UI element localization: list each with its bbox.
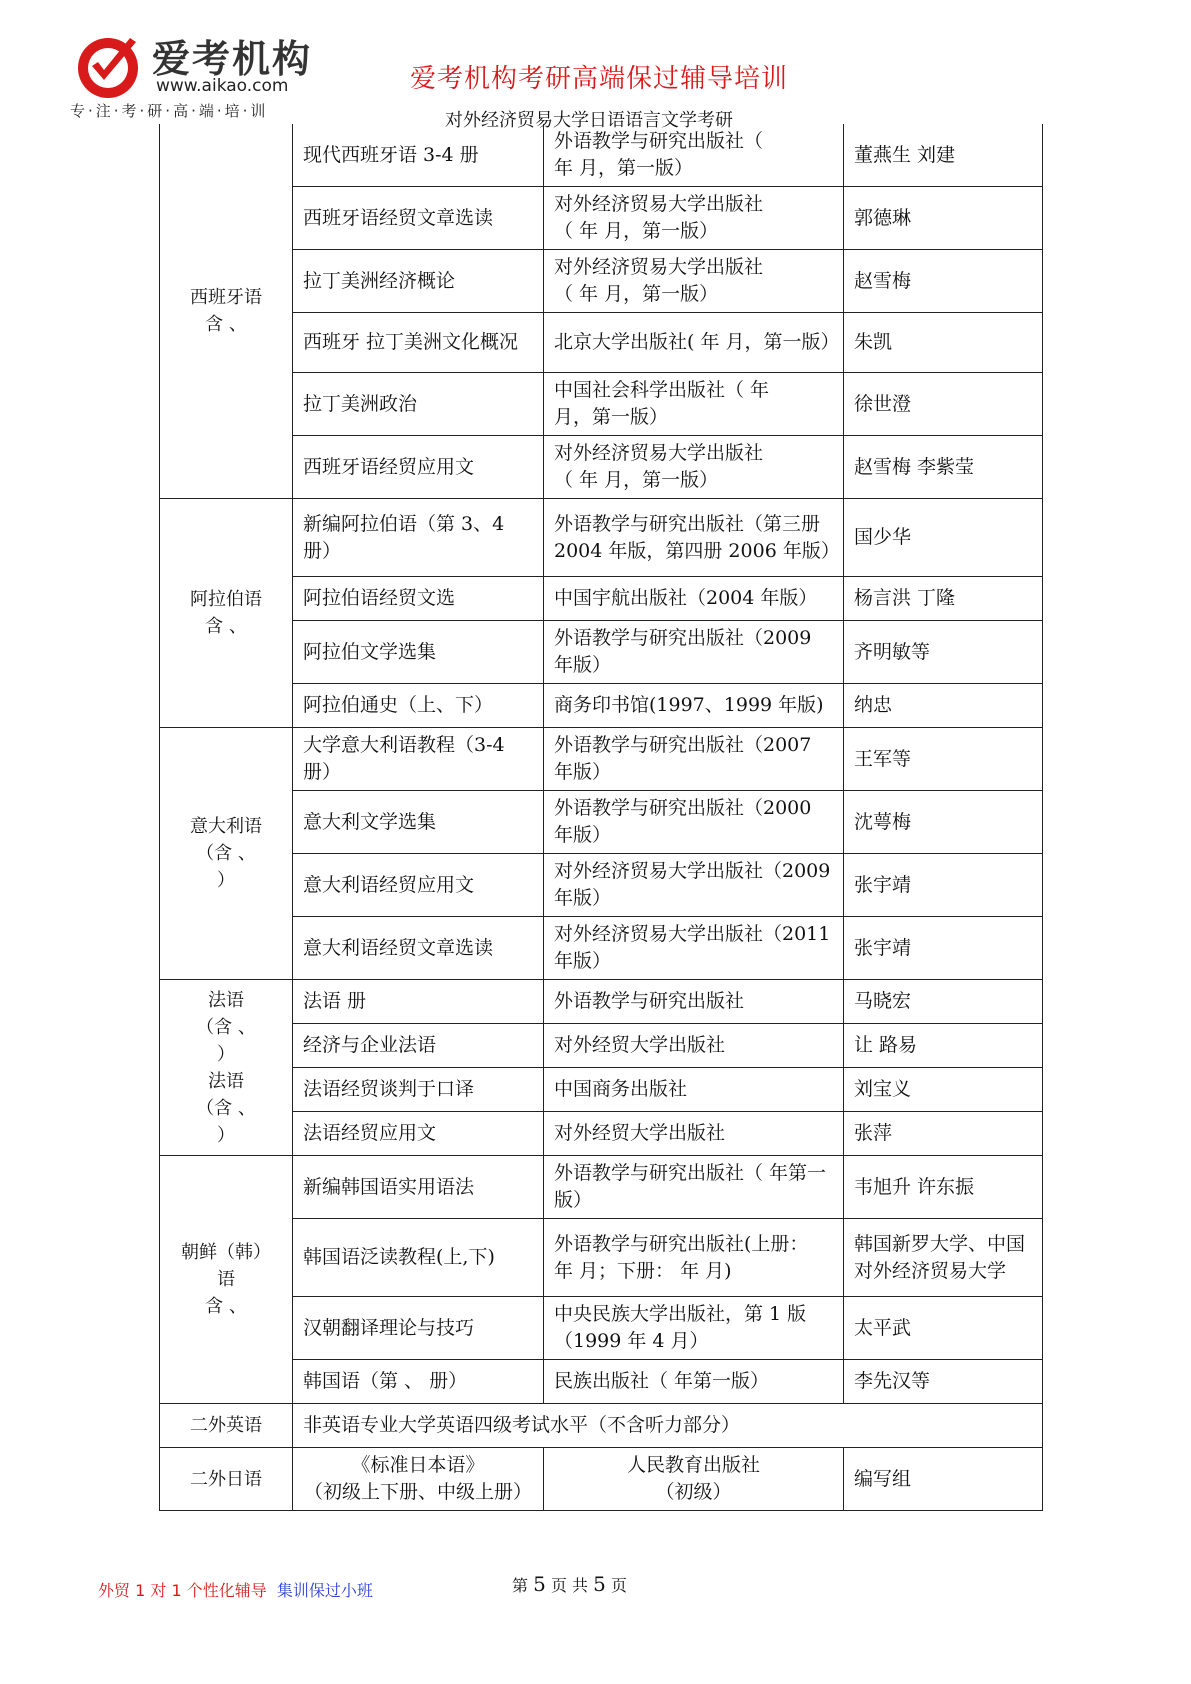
publisher-cell: 外语教学与研究出版社(上册： 年 月；下册： 年 月) bbox=[544, 1219, 844, 1297]
author-cell: 韩国新罗大学、中国对外经济贸易大学 bbox=[844, 1219, 1043, 1297]
table-row bbox=[160, 1360, 1043, 1404]
book-title-cell: 阿拉伯文学选集 bbox=[293, 621, 544, 684]
book-title-cell: 意大利语经贸应用文 bbox=[293, 854, 544, 917]
table-row bbox=[160, 1024, 1043, 1068]
author-cell: 张萍 bbox=[844, 1112, 1043, 1156]
table-row bbox=[160, 980, 1043, 1024]
author-cell: 齐明敏等 bbox=[844, 621, 1043, 684]
publisher-cell: 中国商务出版社 bbox=[544, 1068, 844, 1112]
table-row bbox=[160, 250, 1043, 313]
table-row bbox=[160, 187, 1043, 250]
publisher-cell: 人民教育出版社 （初级） bbox=[544, 1448, 844, 1511]
publisher-cell: 北京大学出版社( 年 月，第一版） bbox=[544, 313, 844, 373]
publisher-cell: 对外经济贸易大学出版社 （ 年 月，第一版） bbox=[544, 250, 844, 313]
category-cell: 二外日语 bbox=[160, 1448, 293, 1511]
book-title-cell: 意大利语经贸文章选读 bbox=[293, 917, 544, 980]
table-row bbox=[160, 917, 1043, 980]
footer-promo-blue: 集训保过小班 bbox=[276, 1581, 373, 1600]
author-cell: 张宇靖 bbox=[844, 917, 1043, 980]
author-cell: 董燕生 刘建 bbox=[844, 124, 1043, 187]
publisher-cell: 对外经贸大学出版社 bbox=[544, 1112, 844, 1156]
author-cell: 韦旭升 许东振 bbox=[844, 1156, 1043, 1219]
book-title-cell: 拉丁美洲经济概论 bbox=[293, 250, 544, 313]
table-row bbox=[160, 791, 1043, 854]
author-cell: 赵雪梅 bbox=[844, 250, 1043, 313]
book-title-cell: 法语经贸谈判于口译 bbox=[293, 1068, 544, 1112]
page-title: 爱考机构考研高端保过辅导培训 bbox=[410, 64, 789, 94]
book-title-cell: 韩国语（第 、 册） bbox=[293, 1360, 544, 1404]
book-list-table bbox=[159, 124, 1043, 1511]
category-cell: 阿拉伯语 含 、 bbox=[160, 499, 293, 728]
publisher-cell: 中国社会科学出版社（ 年 月，第一版） bbox=[544, 373, 844, 436]
category-cell: 朝鲜（韩） 语 含 、 bbox=[160, 1156, 293, 1404]
table-row bbox=[160, 1219, 1043, 1297]
table-row bbox=[160, 621, 1043, 684]
author-cell: 李先汉等 bbox=[844, 1360, 1043, 1404]
book-title-cell: 新编阿拉伯语（第 3、4 册） bbox=[293, 499, 544, 577]
table-row bbox=[160, 124, 1043, 187]
book-title-cell: 新编韩国语实用语法 bbox=[293, 1156, 544, 1219]
book-title-cell: 西班牙语经贸应用文 bbox=[293, 436, 544, 499]
author-cell: 王军等 bbox=[844, 728, 1043, 791]
table-row bbox=[160, 1404, 1043, 1448]
table-row bbox=[160, 854, 1043, 917]
book-title-cell: 法语经贸应用文 bbox=[293, 1112, 544, 1156]
author-cell: 让 路易 bbox=[844, 1024, 1043, 1068]
publisher-cell: 商务印书馆(1997、1999 年版) bbox=[544, 684, 844, 728]
book-title-cell: 意大利文学选集 bbox=[293, 791, 544, 854]
book-title-cell: 韩国语泛读教程(上,下) bbox=[293, 1219, 544, 1297]
footer-promo-red: 外贸 1 对 1 个性化辅导 bbox=[98, 1581, 267, 1600]
requirement-cell: 非英语专业大学英语四级考试水平（不含听力部分） bbox=[293, 1404, 1043, 1448]
publisher-cell: 外语教学与研究出版社（2009 年版） bbox=[544, 621, 844, 684]
book-title-cell: 西班牙 拉丁美洲文化概况 bbox=[293, 313, 544, 373]
author-cell: 太平武 bbox=[844, 1297, 1043, 1360]
table-row bbox=[160, 577, 1043, 621]
table-row bbox=[160, 373, 1043, 436]
book-title-cell: 经济与企业法语 bbox=[293, 1024, 544, 1068]
publisher-cell: 外语教学与研究出版社 bbox=[544, 980, 844, 1024]
author-cell: 编写组 bbox=[844, 1448, 1043, 1511]
logo-check-icon bbox=[70, 30, 150, 102]
book-title-cell: 大学意大利语教程（3-4 册） bbox=[293, 728, 544, 791]
table-row bbox=[160, 1112, 1043, 1156]
book-title-cell: 拉丁美洲政治 bbox=[293, 373, 544, 436]
book-title-cell: 西班牙语经贸文章选读 bbox=[293, 187, 544, 250]
table-row bbox=[160, 1448, 1043, 1511]
publisher-cell: 对外经贸大学出版社 bbox=[544, 1024, 844, 1068]
footer-promo bbox=[98, 1578, 373, 1601]
publisher-cell: 中央民族大学出版社，第 1 版（1999 年 4 月） bbox=[544, 1297, 844, 1360]
author-cell: 张宇靖 bbox=[844, 854, 1043, 917]
book-title-cell: 阿拉伯语经贸文选 bbox=[293, 577, 544, 621]
table-row bbox=[160, 684, 1043, 728]
publisher-cell: 对外经济贸易大学出版社（2011 年版） bbox=[544, 917, 844, 980]
author-cell: 朱凯 bbox=[844, 313, 1043, 373]
book-title-cell: 阿拉伯通史（上、下） bbox=[293, 684, 544, 728]
table-row bbox=[160, 728, 1043, 791]
author-cell: 刘宝义 bbox=[844, 1068, 1043, 1112]
publisher-cell: 外语教学与研究出版社（2007 年版） bbox=[544, 728, 844, 791]
brand-name: 爱考机构 bbox=[152, 37, 313, 81]
book-title-cell: 汉朝翻译理论与技巧 bbox=[293, 1297, 544, 1360]
brand-slogan: 专·注·考·研·高·端·培·训 bbox=[70, 102, 269, 120]
page-number: 第 5 页 共 5 页 bbox=[512, 1572, 627, 1596]
category-cell: 西班牙语 含 、 bbox=[160, 124, 293, 499]
table-row bbox=[160, 313, 1043, 373]
author-cell: 郭德琳 bbox=[844, 187, 1043, 250]
logo bbox=[70, 28, 330, 123]
category-cell: 二外英语 bbox=[160, 1404, 293, 1448]
publisher-cell: 外语教学与研究出版社（ 年第一版） bbox=[544, 1156, 844, 1219]
publisher-cell: 对外经济贸易大学出版社（2009 年版） bbox=[544, 854, 844, 917]
publisher-cell: 外语教学与研究出版社（ 年 月，第一版） bbox=[544, 124, 844, 187]
author-cell: 赵雪梅 李紫莹 bbox=[844, 436, 1043, 499]
publisher-cell: 民族出版社（ 年第一版） bbox=[544, 1360, 844, 1404]
author-cell: 沈萼梅 bbox=[844, 791, 1043, 854]
author-cell: 杨言洪 丁隆 bbox=[844, 577, 1043, 621]
book-title-cell: 现代西班牙语 3-4 册 bbox=[293, 124, 544, 187]
category-cell: 意大利语 （含 、 ） bbox=[160, 728, 293, 980]
book-title-cell: 法语 册 bbox=[293, 980, 544, 1024]
table-row bbox=[160, 1156, 1043, 1219]
publisher-cell: 对外经济贸易大学出版社 （ 年 月，第一版） bbox=[544, 436, 844, 499]
book-title-cell: 《标准日本语》 （初级上下册、中级上册） bbox=[293, 1448, 544, 1511]
publisher-cell: 外语教学与研究出版社（第三册 2004 年版，第四册 2006 年版） bbox=[544, 499, 844, 577]
publisher-cell: 中国宇航出版社（2004 年版） bbox=[544, 577, 844, 621]
author-cell: 纳忠 bbox=[844, 684, 1043, 728]
page-subtitle: 对外经济贸易大学日语语言文学考研 bbox=[445, 110, 733, 131]
brand-url: www.aikao.com bbox=[156, 76, 289, 96]
category-cell: 法语 （含 、 ） 法语 （含 、 ） bbox=[160, 980, 293, 1156]
author-cell: 徐世澄 bbox=[844, 373, 1043, 436]
publisher-cell: 对外经济贸易大学出版社 （ 年 月，第一版） bbox=[544, 187, 844, 250]
author-cell: 国少华 bbox=[844, 499, 1043, 577]
table-row bbox=[160, 1297, 1043, 1360]
publisher-cell: 外语教学与研究出版社（2000 年版） bbox=[544, 791, 844, 854]
author-cell: 马晓宏 bbox=[844, 980, 1043, 1024]
table-row bbox=[160, 1068, 1043, 1112]
table-row bbox=[160, 436, 1043, 499]
table-row bbox=[160, 499, 1043, 577]
